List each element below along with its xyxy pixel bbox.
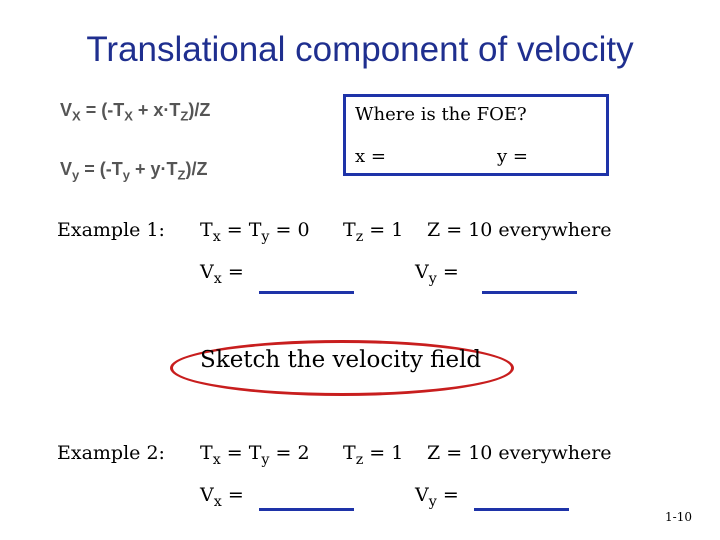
example2-vy-label: $V_y$ = xyxy=(415,484,459,510)
example1-vx-label: $V_x$ = xyxy=(200,261,244,287)
foe-question: Where is the FOE? xyxy=(355,104,527,125)
foe-x-label: x = xyxy=(355,146,386,167)
example2-vx-blank xyxy=(259,508,354,511)
example1-z: Z = 10 everywhere xyxy=(427,219,612,241)
vy-equation: $V_y = (-T_y + y\cdot T_Z)/Z$ xyxy=(60,159,208,183)
example2-label: Example 2: xyxy=(57,442,165,464)
slide-title: Translational component of velocity xyxy=(86,30,634,69)
example1-label: Example 1: xyxy=(57,219,165,241)
example2-vy-blank xyxy=(474,508,569,511)
example2-vx-label: $V_x$ = xyxy=(200,484,244,510)
example2-tz: $T_z = 1$ xyxy=(343,442,404,468)
example1-tz: $T_z = 1$ xyxy=(343,219,404,245)
example2-txy: $T_x = T_y = 2$ xyxy=(200,442,310,468)
page-number: 1-10 xyxy=(665,510,692,524)
example2-z: Z = 10 everywhere xyxy=(427,442,612,464)
example1-vx-blank xyxy=(259,291,354,294)
example1-vy-blank xyxy=(482,291,577,294)
sketch-instruction: Sketch the velocity field xyxy=(200,347,482,373)
example1-vy-label: $V_y$ = xyxy=(415,261,459,287)
example1-txy: $T_x = T_y = 0$ xyxy=(200,219,310,245)
foe-y-label: y = xyxy=(497,146,528,167)
vx-equation: $V_X = (-T_X + x\cdot T_Z)/Z$ xyxy=(60,100,211,124)
